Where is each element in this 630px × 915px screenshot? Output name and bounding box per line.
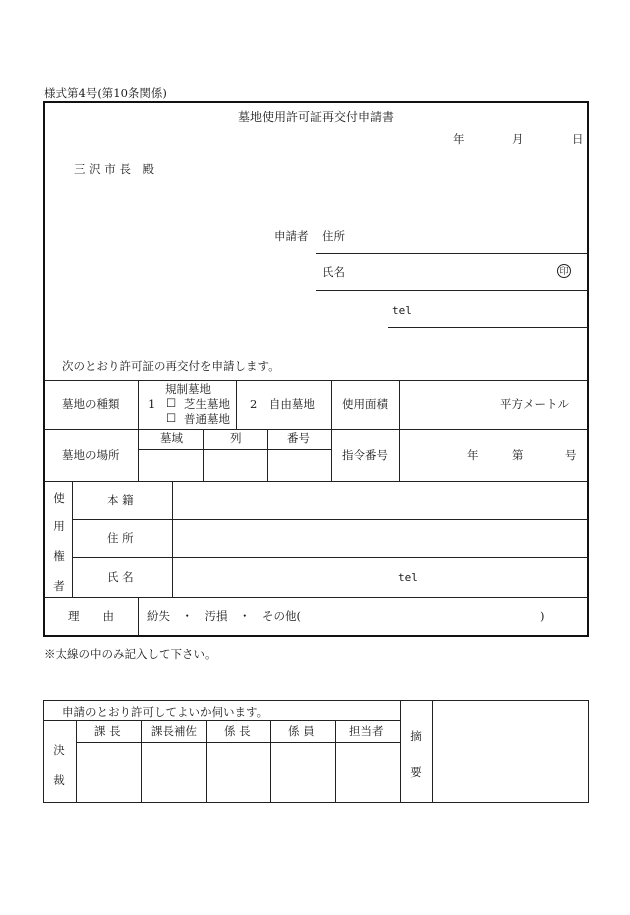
reason-close-paren: ) [540,609,545,623]
block-field[interactable] [140,451,202,479]
applicant-address-label: 住所 [322,229,345,243]
row-divider [44,597,588,598]
approval-col-section-chief: 課 長 [94,724,121,738]
honseki-label: 本 籍 [107,493,134,507]
addressee: 三 沢 市 長 殿 [74,162,154,176]
honseki-field[interactable] [175,484,585,517]
cemetery-location-label: 墓地の場所 [62,448,120,462]
applicant-address-line[interactable] [316,253,588,254]
approval-col-subsection-chief: 係 長 [224,724,251,738]
usage-rights-side-4: 者 [53,579,65,593]
rights-name-label: 氏 名 [107,570,134,584]
remarks-label-1: 摘 [410,729,422,743]
order-year-label: 年 [467,448,479,462]
request-text: 次のとおり許可証の再交付を申請します。 [62,359,280,373]
applicant-label: 申請者 [274,229,309,243]
approval-inquiry-text: 申請のとおり許可してよいか伺います。 [62,705,269,719]
lawn-cemetery-label: 芝生墓地 [184,397,230,411]
regulated-cemetery-label: 規制墓地 [165,382,211,396]
rights-name-field[interactable] [175,560,585,594]
approval-col-person-in-charge: 担当者 [349,724,384,738]
applicant-name-label: 氏名 [322,265,345,279]
area-unit-label: 平方メートル [500,397,569,411]
free-cemetery-option[interactable]: 2 自由墓地 [250,397,315,411]
remarks-label-2: 要 [410,765,422,779]
approval-col-assistant-chief: 課長補佐 [151,724,197,738]
order-number-label: 指令番号 [342,448,388,462]
decision-label-1: 決 [53,743,65,757]
number-column-header: 番号 [287,431,310,445]
lawn-cemetery-checkbox[interactable]: ☐ [166,396,177,410]
rights-tel-label: tel [398,571,418,584]
rights-address-label: 住 所 [107,531,134,545]
normal-cemetery-label: 普通墓地 [184,412,230,426]
form-title: 墓地使用許可証再交付申請書 [238,110,395,124]
row-field[interactable] [205,451,266,479]
date-year-label: 年 [453,132,465,146]
rights-address-field[interactable] [175,522,585,555]
number-field[interactable] [269,451,330,479]
option1-number: 1 [148,397,156,411]
applicant-tel-label: tel [392,304,412,317]
order-dai-label: 第 [512,448,524,462]
decision-label-2: 裁 [53,773,65,787]
row-column-header: 列 [230,431,242,445]
reason-options[interactable]: 紛失 ・ 汚損 ・ その他( [147,609,301,623]
fill-note: ※太線の中のみ記入して下さい。 [44,647,217,661]
approval-col-staff: 係 員 [288,724,315,738]
applicant-tel-line[interactable] [388,327,588,328]
order-go-label: 号 [565,448,577,462]
normal-cemetery-checkbox[interactable]: ☐ [166,411,177,425]
usage-rights-side-2: 用 [53,519,65,533]
usage-rights-side-1: 使 [53,491,65,505]
cemetery-type-label: 墓地の種類 [62,397,120,411]
seal-icon: 印 [557,264,571,278]
reason-label: 理 由 [68,609,114,623]
usage-rights-side-3: 権 [53,549,65,563]
remarks-field[interactable] [435,703,585,799]
usage-area-field[interactable] [402,386,494,422]
row-divider [44,429,588,430]
usage-area-label: 使用面積 [342,397,388,411]
block-column-header: 墓域 [160,431,183,445]
row-divider [44,380,588,381]
row-divider [44,481,588,482]
form-number-label: 様式第4号(第10条関係) [44,86,167,100]
date-month-label: 月 [512,132,524,146]
applicant-name-line[interactable] [316,290,588,291]
date-day-label: 日 [572,132,584,146]
